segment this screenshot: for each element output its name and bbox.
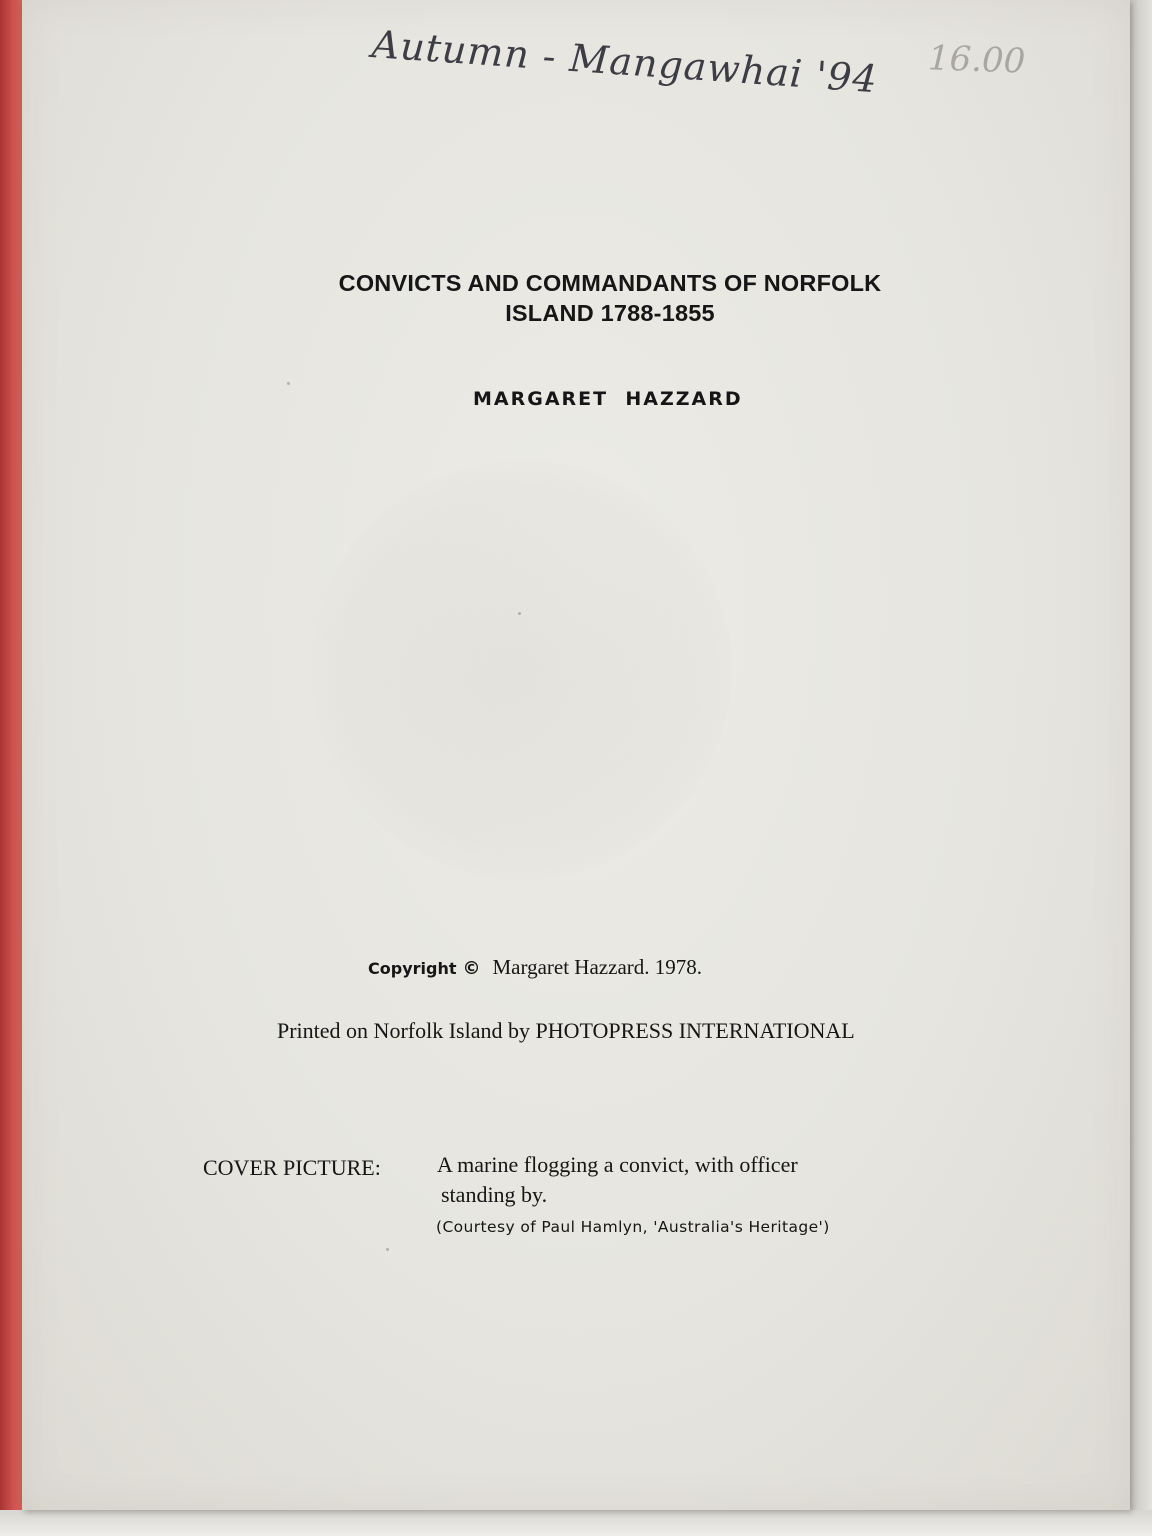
copyright-line: [368, 955, 702, 980]
printer-line: Printed on Norfolk Island by PHOTOPRESS INTERNATIONAL: [277, 1018, 855, 1043]
handwritten-inscription: Autumn - Mangawhai '94: [370, 22, 880, 102]
cover-picture-courtesy: (Courtesy of Paul Hamlyn, 'Australia's Heritage'): [436, 1218, 830, 1236]
red-cover-edge: [0, 0, 22, 1536]
cover-picture-label: COVER PICTURE:: [203, 1155, 381, 1180]
book-title: [280, 268, 940, 328]
paper-speck: [518, 612, 521, 615]
cover-description-line-1: A marine flogging a convict, with officer: [437, 1152, 798, 1177]
surface-below-page: [0, 1510, 1152, 1536]
title-line-2: ISLAND 1788-1855: [505, 300, 715, 326]
title-page: [22, 0, 1130, 1510]
show-through-figure: [312, 460, 732, 880]
paper-speck: [386, 1248, 389, 1251]
cover-picture-description: [437, 1150, 907, 1210]
copyright-label: Copyright: [368, 959, 457, 978]
author-name: MARGARET HAZZARD: [473, 388, 743, 410]
page-stack-edge: [1130, 0, 1152, 1510]
title-line-1: CONVICTS AND COMMANDANTS OF NORFOLK: [338, 270, 882, 296]
pencil-price-note: 16.00: [927, 38, 1027, 82]
paper-speck: [287, 382, 290, 385]
copyright-symbol: ©: [462, 958, 481, 979]
copyright-holder: Margaret Hazzard. 1978.: [492, 955, 703, 979]
cover-description-line-2: standing by.: [441, 1182, 548, 1207]
